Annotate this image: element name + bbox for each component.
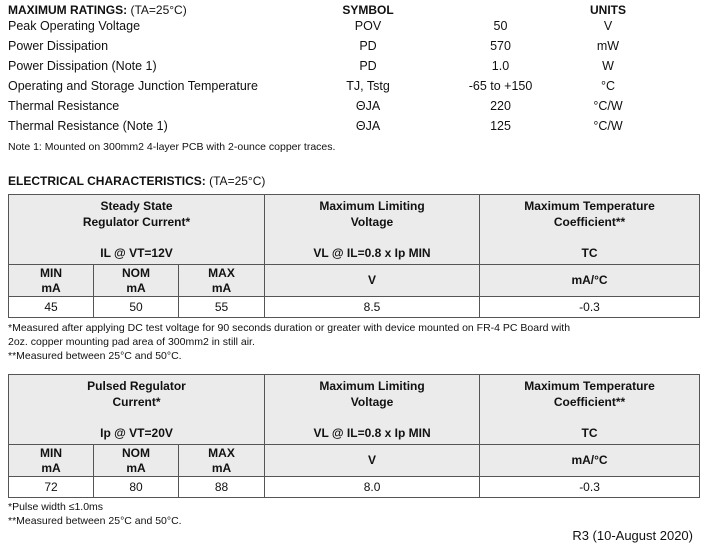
t1-sub-tc: mA/°C	[480, 265, 700, 297]
rating-value: 570	[490, 39, 511, 53]
t2-sub-min: MIN mA	[9, 445, 94, 477]
t1-col1-head: Steady State Regulator Current* IL @ VT=12V	[9, 195, 265, 265]
t1-val-nom: 50	[94, 297, 179, 318]
rating-symbol: PD	[359, 39, 377, 53]
units-header: UNITS	[590, 3, 626, 17]
rating-value: 50	[493, 19, 508, 33]
rating-row	[8, 99, 708, 119]
rating-param: Thermal Resistance	[8, 99, 120, 113]
rating-param: Power Dissipation (Note 1)	[8, 59, 157, 73]
rating-value: 220	[490, 99, 511, 113]
rating-unit: °C	[600, 79, 616, 93]
t2-col3-head: Maximum Temperature Coefficient** TC	[480, 375, 700, 445]
t2-sub-tc: mA/°C	[480, 445, 700, 477]
rating-symbol: ΘJA	[355, 119, 381, 133]
pulsed-table	[8, 374, 700, 498]
t2-val-tc: -0.3	[480, 477, 700, 498]
t1-footnote-2: 2oz. copper mounting pad area of 300mm2 in still air.	[8, 336, 255, 348]
t2-val-v: 8.0	[265, 477, 480, 498]
electrical-title: ELECTRICAL CHARACTERISTICS: (TA=25°C)	[8, 174, 266, 188]
rating-unit: V	[603, 19, 613, 33]
rating-unit: W	[602, 59, 614, 73]
rating-value: 1.0	[491, 59, 510, 73]
t2-sub-nom: NOM mA	[94, 445, 179, 477]
t2-footnote-2: **Measured between 25°C and 50°C.	[8, 515, 182, 527]
t2-sub-max: MAX mA	[179, 445, 265, 477]
revision-label: R3 (10-August 2020)	[572, 528, 693, 543]
rating-row	[8, 59, 708, 79]
t2-sub-v: V	[265, 445, 480, 477]
rating-symbol: ΘJA	[355, 99, 381, 113]
rating-unit: °C/W	[593, 119, 623, 133]
t2-val-max: 88	[179, 477, 265, 498]
t1-sub-nom: NOM mA	[94, 265, 179, 297]
max-ratings-title: MAXIMUM RATINGS: (TA=25°C)	[8, 3, 187, 17]
steady-state-table	[8, 194, 700, 318]
rating-param: Operating and Storage Junction Temperature	[8, 79, 258, 93]
rating-unit: mW	[596, 39, 620, 53]
rating-row	[8, 39, 708, 59]
t1-val-max: 55	[179, 297, 265, 318]
rating-symbol: TJ, Tstg	[346, 79, 390, 93]
rating-param: Power Dissipation	[8, 39, 109, 53]
rating-row	[8, 119, 708, 139]
rating-row	[8, 79, 708, 99]
rating-symbol: POV	[354, 19, 382, 33]
t1-sub-max: MAX mA	[179, 265, 265, 297]
t1-val-min: 45	[9, 297, 94, 318]
rating-value: -65 to +150	[468, 79, 533, 93]
t1-footnote-1: *Measured after applying DC test voltage for 90 seconds duration or greater with device mounted on FR-4 PC Board with	[8, 322, 571, 334]
t1-col3-head: Maximum Temperature Coefficient** TC	[480, 195, 700, 265]
t1-sub-v: V	[265, 265, 480, 297]
symbol-header: SYMBOL	[342, 3, 394, 17]
electrical-condition: (TA=25°C)	[209, 174, 266, 188]
t2-val-nom: 80	[94, 477, 179, 498]
t2-footnote-1: *Pulse width ≤1.0ms	[8, 501, 104, 513]
t1-val-tc: -0.3	[480, 297, 700, 318]
rating-row	[8, 19, 708, 39]
rating-param: Peak Operating Voltage	[8, 19, 141, 33]
t1-footnote-3: **Measured between 25°C and 50°C.	[8, 350, 182, 362]
rating-symbol: PD	[359, 59, 377, 73]
max-ratings-condition: (TA=25°C)	[130, 3, 187, 17]
t1-col2-head: Maximum Limiting Voltage VL @ IL=0.8 x Ip MIN	[265, 195, 480, 265]
rating-param: Thermal Resistance (Note 1)	[8, 119, 168, 133]
t2-col1-head: Pulsed Regulator Current* Ip @ VT=20V	[9, 375, 265, 445]
max-ratings-note: Note 1: Mounted on 300mm2 4-layer PCB with 2-ounce copper traces.	[8, 141, 336, 153]
t2-col2-head: Maximum Limiting Voltage VL @ IL=0.8 x Ip MIN	[265, 375, 480, 445]
t1-val-v: 8.5	[265, 297, 480, 318]
t1-sub-min: MIN mA	[9, 265, 94, 297]
t2-val-min: 72	[9, 477, 94, 498]
rating-unit: °C/W	[593, 99, 623, 113]
rating-value: 125	[490, 119, 511, 133]
